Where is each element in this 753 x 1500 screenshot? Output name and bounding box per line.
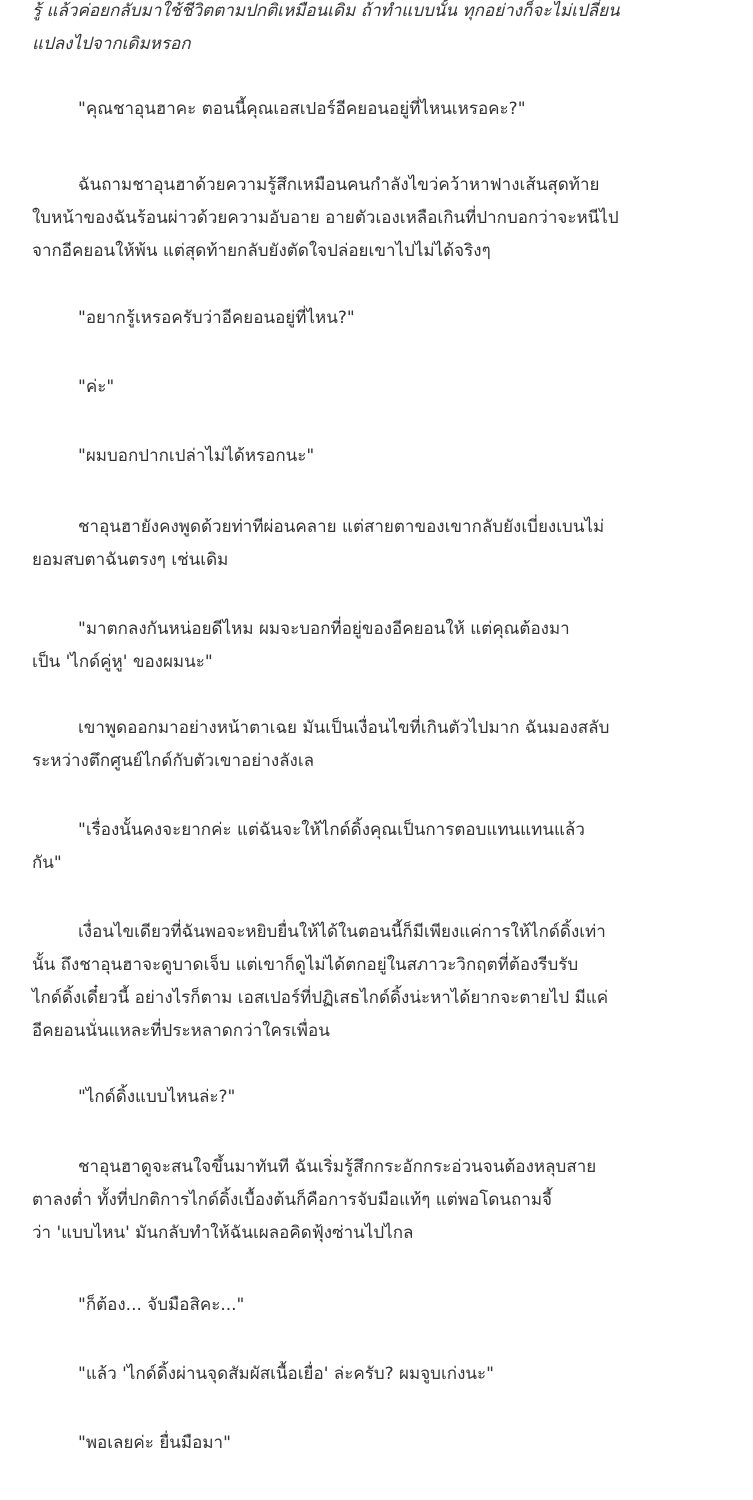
text-line: "พอเลยค่ะ ยื่นมือมา": [78, 1433, 231, 1453]
text-line: "อยากรู้เหรอครับว่าอีคยอนอยู่ที่ไหน?": [78, 308, 355, 328]
text-line: ไกด์ดิ้งเดี๋ยวนี้ อย่างไรก็ตาม เอสเปอร์ที่ปฏิเสธไกด์ดิ้งน่ะหาได้ยากจะตายไป มีแค่: [32, 988, 609, 1008]
text-line: "แล้ว 'ไกด์ดิ้งผ่านจุดสัมผัสเนื้อเยื่อ' ล่ะครับ? ผมจูบเก่งนะ": [78, 1364, 494, 1384]
text-line: "คุณชาอุนฮาคะ ตอนนี้คุณเอสเปอร์อีคยอนอยู่ที่ไหนเหรอคะ?": [78, 99, 526, 119]
text-line: ระหว่างตึกศูนย์ไกด์กับตัวเขาอย่างลังเล: [32, 751, 315, 771]
text-line: เขาพูดออกมาอย่างหน้าตาเฉย มันเป็นเงื่อนไขที่เกินตัวไปมาก ฉันมองสลับ: [78, 718, 610, 738]
dialogue-paragraph: [32, 613, 722, 679]
text-line: ตาลงต่ำ ทั้งที่ปกติการไกด์ดิ้งเบื้องต้นก็คือการจับมือแท้ๆ แต่พอโดนถามจี้: [32, 1190, 553, 1210]
dialogue-paragraph: [32, 371, 722, 404]
dialogue-paragraph: [32, 814, 722, 880]
narration-paragraph: [32, 1151, 722, 1250]
text-line: "เรื่องนั้นคงจะยากค่ะ แต่ฉันจะให้ไกด์ดิ้งคุณเป็นการตอบแทนแทนแล้ว: [78, 820, 585, 840]
text-line: ว่า 'แบบไหน' มันกลับทำให้ฉันเผลอคิดฟุ้งซ่านไปไกล: [32, 1223, 414, 1243]
dialogue-paragraph: [32, 1358, 722, 1391]
text-line: กัน": [32, 853, 62, 873]
text-line: อีคยอนนั่นแหละที่ประหลาดกว่าใครเพื่อน: [32, 1021, 330, 1041]
text-line: จากอีคยอนให้พ้น แต่สุดท้ายกลับยังตัดใจปล่อยเขาไปไม่ได้จริงๆ: [32, 241, 491, 261]
text-line: "ไกด์ดิ้งแบบไหนล่ะ?": [78, 1087, 236, 1107]
dialogue-paragraph: [32, 302, 722, 335]
text-line: เป็น 'ไกด์คู่หู' ของผมนะ": [32, 652, 213, 672]
dialogue-paragraph: [32, 440, 722, 473]
narration-paragraph: [32, 712, 722, 778]
narration-paragraph: [32, 169, 722, 268]
text-line: รู้ แล้วค่อยกลับมาใช้ชีวิตตามปกติเหมือนเดิม ถ้าทำแบบนั้น ทุกอย่างก็จะไม่เปลี่ยน: [32, 1, 620, 21]
text-line: นั้น ถึงชาอุนฮาจะดูบาดเจ็บ แต่เขาก็ดูไม่ได้ตกอยู่ในสภาวะวิกฤตที่ต้องรีบรับ: [32, 955, 579, 975]
text-line: ชาอุนฮาดูจะสนใจขึ้นมาทันที ฉันเริ่มรู้สึกกระอักกระอ่วนจนต้องหลุบสาย: [78, 1157, 597, 1177]
text-line: "ผมบอกปากเปล่าไม่ได้หรอกนะ": [78, 446, 315, 466]
dialogue-paragraph: [32, 93, 722, 126]
narration-paragraph: [32, 511, 722, 577]
text-line: แปลงไปจากเดิมหรอก: [32, 34, 191, 54]
text-line: "มาตกลงกันหน่อยดีไหม ผมจะบอกที่อยู่ของอีคยอนให้ แต่คุณต้องมา: [78, 619, 570, 639]
dialogue-paragraph: [32, 1081, 722, 1114]
text-line: เงื่อนไขเดียวที่ฉันพอจะหยิบยื่นให้ได้ในตอนนี้ก็มีเพียงแค่การให้ไกด์ดิ้งเท่า: [78, 922, 606, 942]
text-line: ยอมสบตาฉันตรงๆ เช่นเดิม: [32, 550, 229, 570]
dialogue-paragraph: [32, 1289, 722, 1322]
text-line: "ค่ะ": [78, 377, 115, 397]
narration-paragraph: [32, 916, 722, 1048]
dialogue-paragraph: [32, 1427, 722, 1460]
text-line: ใบหน้าของฉันร้อนผ่าวด้วยความอับอาย อายตัวเองเหลือเกินที่ปากบอกว่าจะหนีไป: [32, 208, 619, 228]
text-line: ฉันถามชาอุนฮาด้วยความรู้สึกเหมือนคนกำลังไขว่คว้าหาฟางเส้นสุดท้าย: [78, 175, 600, 195]
text-line: "ก็ต้อง... จับมือสิคะ...": [78, 1295, 245, 1315]
paragraph: [32, 0, 722, 61]
text-line: ชาอุนฮายังคงพูดด้วยท่าทีผ่อนคลาย แต่สายตาของเขากลับยังเบี่ยงเบนไม่: [78, 517, 605, 537]
